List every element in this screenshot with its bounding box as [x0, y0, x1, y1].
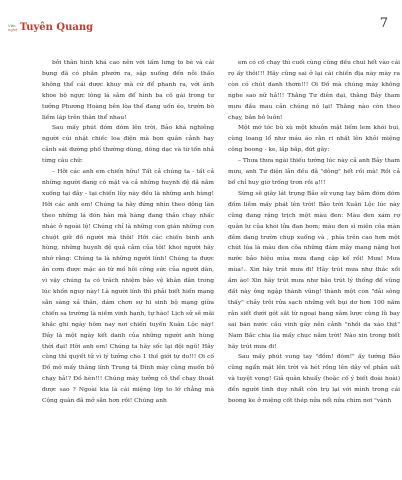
paragraph: – Thưa thưa ngài thiếu tướng lúc này cả anh Bảy tham mưu, anh Tư điện lẫn đều đã "dông" hết rồi mà! Rồi cả bổ chỉ huy giờ trống trơn rồi ạ!!!	[228, 158, 400, 186]
logo-title: Tuyên Quang	[19, 22, 94, 33]
paragraph: Một mớ tóc bù xù một khuôn mặt liếm lem khói bụi, cùng loang lổ như máu áo rằn ri nhất lên khỏi miệng công boong - ke, lắp bắp, đứt gãy:	[228, 125, 400, 154]
paragraph: Sừng sẽ giây lát trụng Bảo sữ vụng tay bẫm đóm dóm đốm liễm mấy phát lên trời! Bảo trời Xuân Lộc lúc này cũng đang rặng trịch một màu đen: Màu đen xám rợ quân lư của khói lửa đan bom; màu đen sì miên cõa màn đêm dang trườn chụp xuống và , phía trên cao hơn một chút lúa là màu đen cõa những đám mây mang nặng hơi nước bảo hiệu mùa mưa đang cập kế rồi! Mưa! Mưa mùa!.. Xin hãy trút mưa đi! Hãy trút mưa nhự thác xối ầm ào! Xin hãy trút mưa như bão trút lý thống để vũng đất này ông ngập thành vũng! thành một con "dải sông thấy" chảy trôi rửa sạch những vết bụi dơ hơn 100 năm rẫn siết dưới gót sắt từ ngoại bang xâm lược cùng lũ bay sai bán nước cầu vinh gây nên cảnh "nhồi da xáo thịt" Nam Bắc chia lìa mấy chục năm trời! Nào xin trong biết hãy trút mưa đi!	[228, 190, 400, 350]
paragraph: Sau mấy phút vung tay "đồm! đóm!" ấy tướng Bảo cũng ngẩn mặt lên trời và hét rồng lên dẫy về phẫn uất và tuyệt vọng! Giả quân khuẩy (hoặc cố ý biết đoài hoài) đến người tình duy nhất còn trụ lại với mình trong cái boong ke ở miệng cốt thép nửa nổi nửa chìm nơi "vành	[228, 354, 400, 405]
paragraph: bởi thân hình khá cao nên với tấm lưng to bè và cái bụng đã có phần phướn ra, sập xuống đến nỗi thấo không thể cái dược khuy mà cứ để phanh ra, với ánh khoe bộ ngực lông lá sẫm để hình ba cô gái trong tư tưởng Phương Hoàng bên lòa thế đang uốn éo, trườn bò liếm láp trên thân thể nhau!	[42, 60, 214, 121]
paragraph: – Hỡi các anh em chiến hữu! Tất cả chúng ta - tất cả những người đang có mặt và cả những huynh đệ đã nằm xuống tại đây - tại chiến lũy này đều là những anh hùng! Hỡi các anh em! Chúng ta hãy đứng nhìn theo dõng làn theo những lá đón hàn mà hàng đang thảo chạy nhấc nhác ở ngoài lộ! Chúng chỉ là những con gián những con chuột giữ đồ người mà thôi! Hỡi các chiến binh anh hùng, những huynh đệ quả cảm của tôi! khoi người hãy nhớ rằng: Chúng ta là những người lính! Chúng ta được ăn cơm được mặc áo từ mồ hôi công sức của người dân, vì vậy chúng ta có trách nhiệm bảo vệ khân dân trong lúc khốn nguy này! Là người lính thì phải biết hiến mạng sẵn sàng xả thân, dám chơn sự hi sinh bộ mạng giữa chiến sa trường là niềm vinh hạnh, tự hào! Lịch sử sẽ mãi khắc ghi ngày hôm nay nơi chiến tuyến Xuân Lộc này! Đây là một ngày kết danh của những người anh hùng thời đại! Hỡi anh em! Chúng ta hãy sốc lại đội ngũ! Hãy cũng thì quyết tử vì lý tưởng cho 1 thế giới tự do!!! Ơi cố Đồ mô mấy thằng lính Trung tá Đình mày cũng muốn bỏ chạy hả!? Đồ hèn!!! Chúng mày tưởng cỗ thể chạy thoát được sao ? Ngoài kia là cái miệng lớp to lớ chẳng mà Cộng quân đã mở sẵn hơn rồi! Chúng anh	[42, 169, 214, 405]
logo-mark	[8, 24, 18, 32]
logo-small-bottom: nghệ	[8, 26, 18, 32]
left-column	[42, 58, 214, 407]
magazine-logo	[8, 22, 93, 33]
right-column	[228, 58, 400, 407]
logo-small-top: Văn	[8, 22, 16, 28]
paragraph: Sau mấy phút đóm dóm lên trời, Bảo khá nghiêng người cúi nhặt chiếc loa điện mà bọn quân cảnh hay cảnh sát đường phố thường dùng, dõng dạc và từ tốn nhả từng câu chữ:	[42, 125, 214, 165]
page-header	[0, 0, 402, 52]
page-number: 7	[379, 16, 388, 31]
paragraph: em có cố chạy thì cuối cùng cũng đều chui hết vào cái rọ ấy thôi!!! Hãy cũng sai ở lại cái chiến địa này mày ra còn có chút danh thơm!!! Ơi Đồ mà chúng mày không nghe sao nữ hả!!! Thằng Tư điên dại, thằng Bảy tham mưu đầu mau cản chúng nó lại! Thằng nào còn theo chạy, bắn bỏ luôn!	[228, 60, 400, 121]
